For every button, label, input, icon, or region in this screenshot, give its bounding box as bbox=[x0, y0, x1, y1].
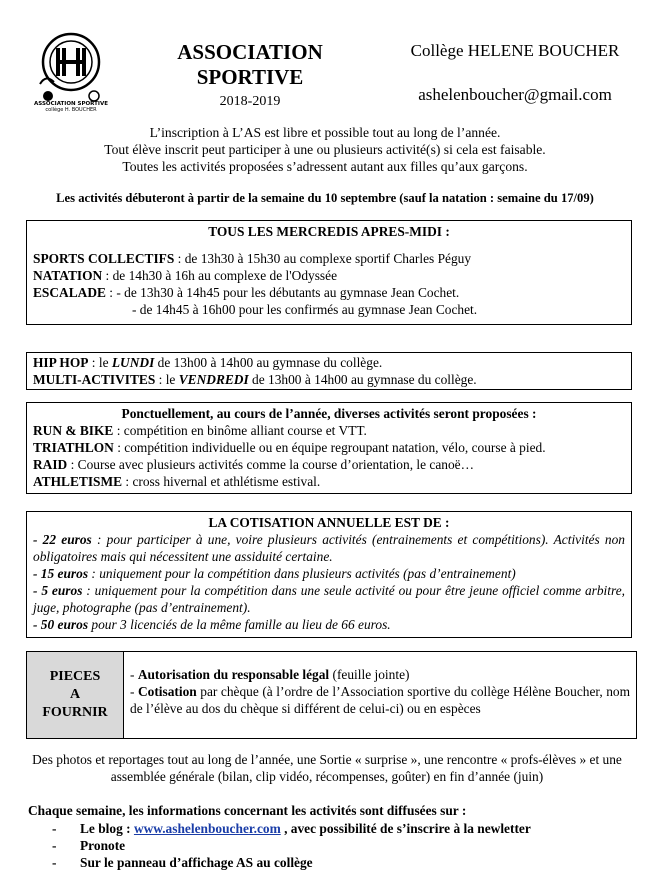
wednesday-row bbox=[33, 250, 631, 267]
fee-item bbox=[33, 565, 625, 582]
document-dash: - bbox=[130, 667, 138, 682]
documents-label-line: PIECES bbox=[49, 669, 101, 684]
occasional-row bbox=[33, 422, 625, 439]
activity-detail: : compétition en binôme alliant course et VTT. bbox=[113, 423, 367, 438]
documents-list bbox=[124, 652, 636, 738]
activity-label: ESCALADE bbox=[33, 285, 106, 300]
activity-detail: : le bbox=[155, 372, 179, 387]
activity-detail: : de 13h30 à 15h30 au complexe sportif Charles Péguy bbox=[174, 251, 472, 266]
list-item-blog bbox=[0, 820, 650, 837]
info-channels-list bbox=[0, 820, 650, 871]
activity-detail: : Course avec plusieurs activités comme la course d’orientation, le canoë… bbox=[67, 457, 475, 472]
blog-label: Le blog : bbox=[80, 821, 134, 836]
fee-description: pour 3 licenciés de la même famille au lieu de 66 euros. bbox=[88, 617, 391, 632]
document-dash: - bbox=[130, 684, 138, 699]
day-label: LUNDI bbox=[111, 355, 155, 370]
intro-text bbox=[20, 124, 630, 175]
document-detail: par chèque (à l’ordre de l’Association sportive du collège Hélène Boucher, nom de l’élève au dos du chèque si différent de celui-ci) ou en espèces bbox=[130, 684, 630, 716]
events-text: Des photos et reportages tout au long de l’année, une Sortie « surprise », une rencontre « profs-élèves » et une assemblée générale (bilan, clip vidéo, récompenses, goûter) en fin d’année (juin) bbox=[32, 752, 622, 784]
title-line-1: ASSOCIATION bbox=[177, 40, 323, 64]
activity-detail: : cross hivernal et athlétisme estival. bbox=[122, 474, 321, 489]
weekly-info: Chaque semaine, les informations concernant les activités sont diffusées sur : bbox=[28, 803, 467, 818]
intro-line-2: Tout élève inscrit peut participer à une ou plusieurs activité(s) si cela est faisable. bbox=[104, 142, 546, 157]
document-title: Cotisation bbox=[137, 684, 197, 699]
fee-item bbox=[33, 616, 625, 633]
intro-line-1: L’inscription à L’AS est libre et possible tout au long de l’année. bbox=[149, 125, 501, 140]
wednesday-heading: TOUS LES MERCREDIS APRES-MIDI : bbox=[208, 224, 450, 239]
activity-label: HIP HOP bbox=[33, 355, 89, 370]
occasional-row bbox=[33, 439, 625, 456]
fee-amount: - 5 euros bbox=[33, 583, 83, 598]
occasional-row bbox=[33, 473, 625, 490]
blog-link[interactable]: www.ashelenboucher.com bbox=[133, 821, 281, 836]
fee-description: : pour participer à une, voire plusieurs activités (entrainements et compétitions). Activités non obligatoires mais qui nécessitent une assiduité certaine. bbox=[33, 532, 625, 564]
list-item-panel: - Sur le panneau d’affichage AS au collège bbox=[0, 854, 650, 871]
blog-detail: , avec possibilité de s’inscrire à la newletter bbox=[280, 821, 531, 836]
activity-detail: de 13h00 à 14h00 au gymnase du collège. bbox=[154, 355, 383, 370]
activity-label: ATHLETISME bbox=[33, 474, 123, 489]
activity-detail: : compétition individuelle ou en équipe regroupant natation, vélo, course à pied. bbox=[113, 440, 546, 455]
fee-description: : uniquement pour la compétition dans une seule activité ou pour être jeune officiel comme arbitre, juge, photographe (pas d’entrainement). bbox=[33, 583, 626, 615]
fee-item bbox=[33, 531, 625, 565]
fee-amount: - 15 euros bbox=[33, 566, 89, 581]
fee-item bbox=[33, 582, 625, 616]
weekly-box bbox=[26, 352, 632, 390]
occasional-box bbox=[26, 402, 632, 494]
activity-label: RUN & BIKE bbox=[33, 423, 114, 438]
documents-box bbox=[26, 651, 637, 739]
wednesday-row bbox=[33, 267, 631, 284]
school-year: 2018-2019 bbox=[219, 94, 281, 109]
logo-subtext: collège H. BOUCHER bbox=[45, 107, 97, 113]
activity-label: SPORTS COLLECTIFS bbox=[33, 251, 175, 266]
day-label: VENDREDI bbox=[178, 372, 249, 387]
document-detail: (feuille jointe) bbox=[329, 667, 410, 682]
contact-email: ashelenboucher@gmail.com bbox=[418, 85, 612, 104]
occasional-row bbox=[33, 456, 625, 473]
fee-amount: - 22 euros bbox=[33, 532, 92, 547]
wednesday-row-extra: - de 14h45 à 16h00 pour les confirmés au gymnase Jean Cochet. bbox=[132, 302, 478, 317]
activity-label: RAID bbox=[33, 457, 68, 472]
activity-detail: de 13h00 à 14h00 au gymnase du collège. bbox=[248, 372, 477, 387]
title-line-2: SPORTIVE bbox=[196, 65, 304, 89]
document-title: Autorisation du responsable légal bbox=[137, 667, 330, 682]
multi-row bbox=[33, 371, 625, 388]
list-item-pronote: - Pronote bbox=[0, 837, 650, 854]
occasional-heading: Ponctuellement, au cours de l’année, diverses activités seront proposées : bbox=[121, 406, 537, 421]
start-notice: Les activités débuteront à partir de la semaine du 10 septembre (sauf la natation : semaine du 17/09) bbox=[56, 191, 594, 205]
page-title bbox=[150, 40, 350, 90]
activity-label: NATATION bbox=[33, 268, 103, 283]
fees-heading: LA COTISATION ANNUELLE EST DE : bbox=[208, 515, 450, 530]
document-item bbox=[130, 666, 630, 683]
activity-detail: : - de 13h30 à 14h45 pour les débutants au gymnase Jean Cochet. bbox=[105, 285, 460, 300]
fees-box bbox=[26, 511, 632, 638]
activity-label: MULTI-ACTIVITES bbox=[33, 372, 156, 387]
wednesday-box bbox=[26, 220, 632, 325]
intro-line-3: Toutes les activités proposées s’adressent autant aux filles qu’aux garçons. bbox=[122, 159, 528, 174]
hiphop-row bbox=[33, 354, 625, 371]
documents-label bbox=[27, 652, 124, 738]
documents-label-line: A bbox=[69, 687, 81, 702]
activity-detail: : de 14h30 à 16h au complexe de l'Odyssée bbox=[102, 268, 338, 283]
college-name: Collège HELENE BOUCHER bbox=[410, 41, 620, 60]
fee-description: : uniquement pour la compétition dans plusieurs activités (pas d’entrainement) bbox=[88, 566, 516, 581]
wednesday-row bbox=[33, 284, 631, 301]
fee-amount: - 50 euros bbox=[33, 617, 89, 632]
activity-detail: : le bbox=[88, 355, 112, 370]
association-logo bbox=[28, 24, 114, 114]
activity-label: TRIATHLON bbox=[33, 440, 114, 455]
documents-label-line: FOURNIR bbox=[42, 705, 108, 720]
logo-text: ASSOCIATION SPORTIVE bbox=[34, 101, 108, 107]
document-item bbox=[130, 683, 630, 717]
